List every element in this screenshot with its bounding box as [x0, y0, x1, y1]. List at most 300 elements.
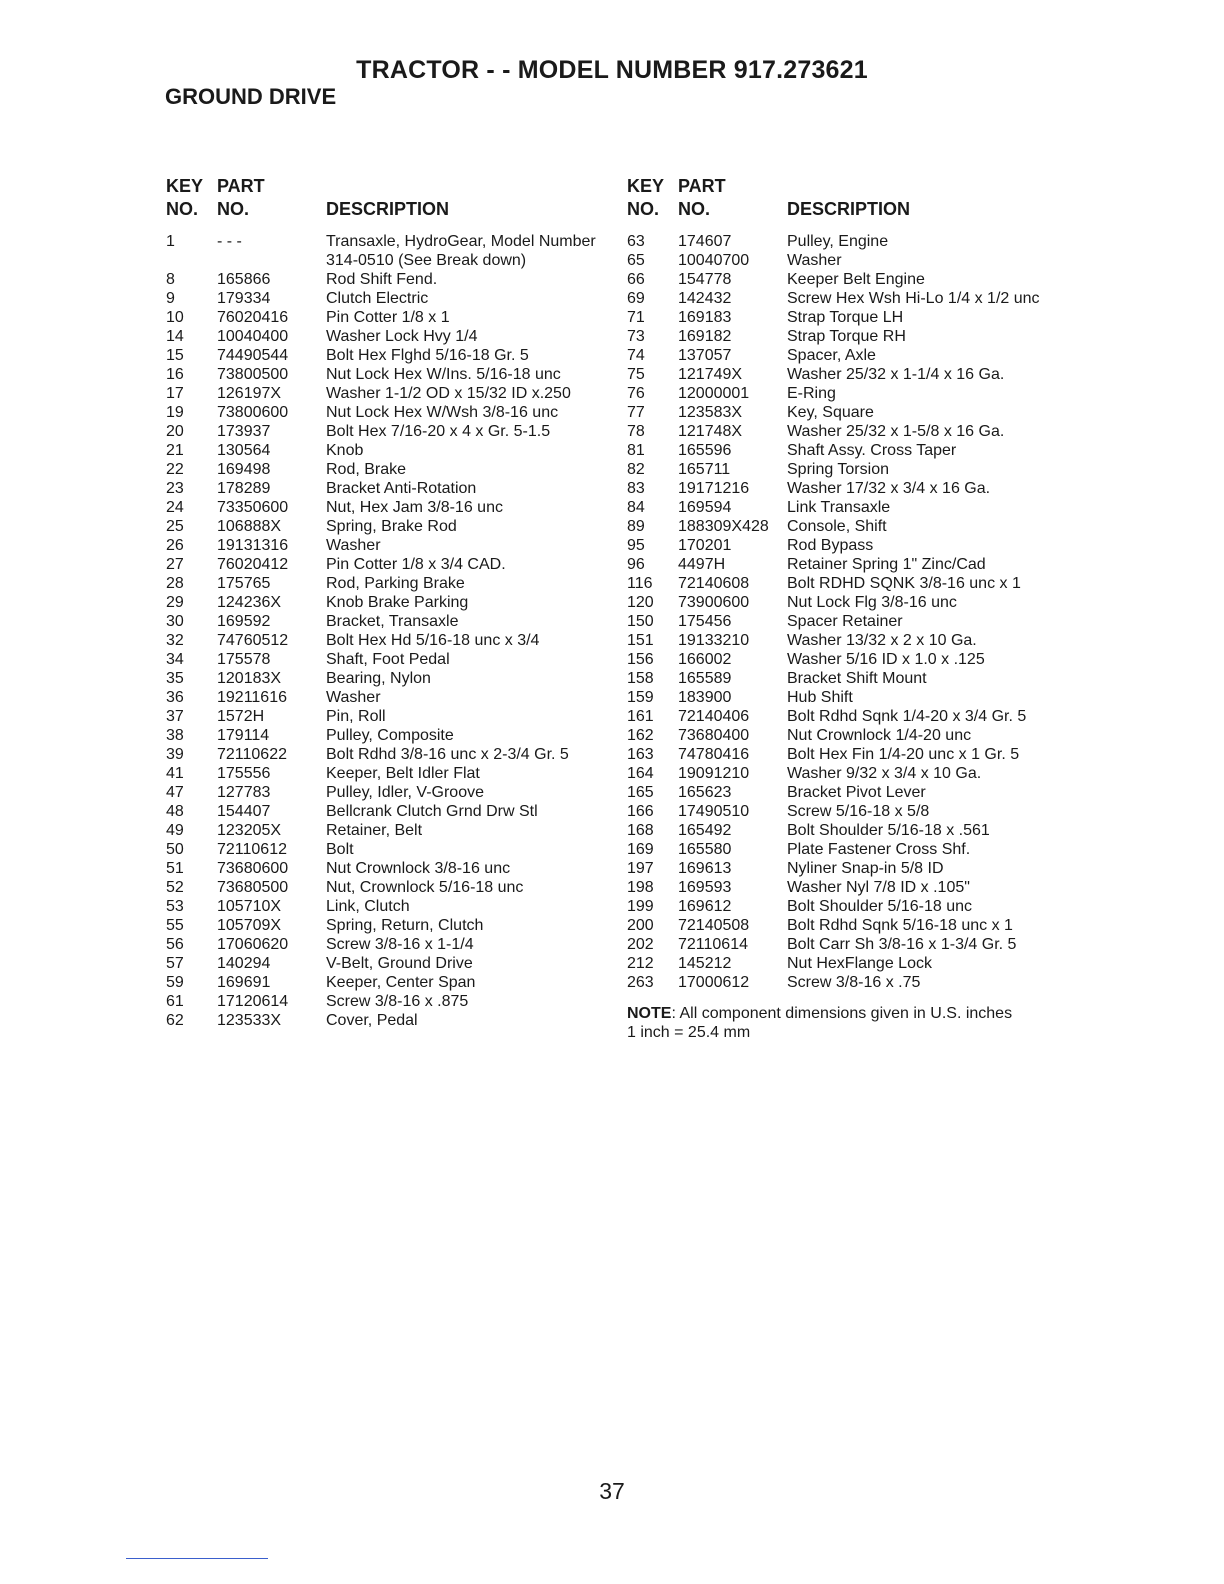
key-number: 36	[166, 689, 184, 706]
key-number: 49	[166, 822, 184, 839]
part-description: Bolt Shoulder 5/16-18 unc	[787, 898, 973, 915]
key-number: 27	[166, 556, 184, 573]
part-number: 137057	[678, 347, 732, 364]
key-number: 73	[627, 328, 645, 345]
table-row	[166, 745, 606, 764]
part-number: 72140608	[678, 575, 750, 592]
part-description: Key, Square	[787, 404, 874, 421]
key-number: 35	[166, 670, 184, 687]
part-description: Washer 25/32 x 1-5/8 x 16 Ga.	[787, 423, 1005, 440]
part-number: 145212	[678, 955, 732, 972]
part-description: Strap Torque RH	[787, 328, 906, 345]
key-number: 28	[166, 575, 184, 592]
header-part: PART	[678, 176, 726, 196]
key-number: 65	[627, 252, 645, 269]
part-description: Plate Fastener Cross Shf.	[787, 841, 971, 858]
part-description: Shaft Assy. Cross Taper	[787, 442, 957, 459]
parts-table-left	[166, 176, 606, 1030]
part-number: 73800600	[217, 404, 289, 421]
table-row	[627, 422, 1077, 441]
key-number: 150	[627, 613, 654, 630]
table-row	[166, 460, 606, 479]
part-description: Bolt Rdhd 3/8-16 unc x 2-3/4 Gr. 5	[326, 746, 569, 763]
part-number: 140294	[217, 955, 271, 972]
part-description: E-Ring	[787, 385, 836, 402]
key-number: 161	[627, 708, 654, 725]
table-row	[166, 289, 606, 308]
key-number: 29	[166, 594, 184, 611]
part-number: 105709X	[217, 917, 282, 934]
key-number: 61	[166, 993, 184, 1010]
part-description: Screw Hex Wsh Hi-Lo 1/4 x 1/2 unc	[787, 290, 1040, 307]
table-row	[166, 821, 606, 840]
part-number: 121749X	[678, 366, 743, 383]
table-row	[627, 555, 1077, 574]
part-description: Washer 13/32 x 2 x 10 Ga.	[787, 632, 977, 649]
part-description: Nut Lock Flg 3/8-16 unc	[787, 594, 957, 611]
part-number: 165580	[678, 841, 732, 858]
part-number: - - -	[217, 233, 242, 250]
key-number: 69	[627, 290, 645, 307]
table-row	[166, 384, 606, 403]
part-description: Spring, Return, Clutch	[326, 917, 484, 934]
header-description: DESCRIPTION	[326, 199, 450, 219]
table-row	[627, 308, 1077, 327]
part-description: Nyliner Snap-in 5/8 ID	[787, 860, 944, 877]
key-number: 156	[627, 651, 654, 668]
key-number: 95	[627, 537, 645, 554]
parts-table-right	[627, 176, 1077, 1042]
key-number: 162	[627, 727, 654, 744]
part-number: 169498	[217, 461, 271, 478]
table-row	[166, 403, 606, 422]
table-row	[166, 270, 606, 289]
header-part-no: NO.	[678, 199, 711, 219]
part-number: 19211616	[217, 689, 287, 706]
key-number: 48	[166, 803, 184, 820]
key-number: 24	[166, 499, 184, 516]
table-row	[166, 764, 606, 783]
part-description: Washer	[326, 689, 381, 706]
table-row	[627, 840, 1077, 859]
key-number: 166	[627, 803, 654, 820]
part-number: 106888X	[217, 518, 282, 535]
part-number: 123583X	[678, 404, 743, 421]
part-number: 179114	[217, 727, 270, 744]
key-number: 202	[627, 936, 654, 953]
part-number: 169182	[678, 328, 732, 345]
note-conversion: 1 inch = 25.4 mm	[627, 1024, 751, 1041]
table-header	[627, 176, 1077, 226]
part-description: Bolt Carr Sh 3/8-16 x 1-3/4 Gr. 5	[787, 936, 1017, 953]
table-row	[627, 973, 1077, 992]
part-number: 10040700	[678, 252, 750, 269]
part-number: 169613	[678, 860, 732, 877]
part-number: 166002	[678, 651, 732, 668]
table-row	[166, 650, 606, 669]
part-number: 173937	[217, 423, 271, 440]
key-number: 158	[627, 670, 654, 687]
key-number: 66	[627, 271, 645, 288]
part-number: 73350600	[217, 499, 289, 516]
table-row	[166, 688, 606, 707]
key-number: 50	[166, 841, 184, 858]
part-number: 175765	[217, 575, 271, 592]
table-row	[627, 574, 1077, 593]
key-number: 21	[166, 442, 184, 459]
table-row	[166, 555, 606, 574]
part-number: 124236X	[217, 594, 282, 611]
part-number: 169593	[678, 879, 732, 896]
table-row	[166, 498, 606, 517]
part-number: 154407	[217, 803, 271, 820]
table-row	[627, 479, 1077, 498]
part-number: 126197X	[217, 385, 282, 402]
table-row	[627, 517, 1077, 536]
part-description: Nut Crownlock 3/8-16 unc	[326, 860, 511, 877]
table-row	[627, 251, 1077, 270]
part-description: Bolt Hex Flghd 5/16-18 Gr. 5	[326, 347, 529, 364]
part-number: 165492	[678, 822, 732, 839]
part-description: Strap Torque LH	[787, 309, 904, 326]
key-number: 62	[166, 1012, 184, 1029]
part-description: Bolt Shoulder 5/16-18 x .561	[787, 822, 990, 839]
part-description: Pulley, Composite	[326, 727, 454, 744]
key-number: 74	[627, 347, 645, 364]
part-number: 175578	[217, 651, 271, 668]
key-number: 52	[166, 879, 184, 896]
table-row	[166, 536, 606, 555]
part-number: 76020416	[217, 309, 289, 326]
key-number: 16	[166, 366, 184, 383]
part-number: 72140406	[678, 708, 750, 725]
part-number: 169183	[678, 309, 732, 326]
key-number: 81	[627, 442, 645, 459]
table-row	[166, 802, 606, 821]
part-description: Washer 17/32 x 3/4 x 16 Ga.	[787, 480, 991, 497]
part-description: Washer 25/32 x 1-1/4 x 16 Ga.	[787, 366, 1005, 383]
key-number: 37	[166, 708, 184, 725]
part-description: Rod Shift Fend.	[326, 271, 438, 288]
table-row	[627, 346, 1077, 365]
part-description: Link, Clutch	[326, 898, 410, 915]
header-part-no: NO.	[217, 199, 250, 219]
key-number: 200	[627, 917, 654, 934]
page-title: TRACTOR - - MODEL NUMBER 917.273621	[356, 56, 868, 84]
table-row	[166, 517, 606, 536]
part-number: 169592	[217, 613, 271, 630]
key-number: 263	[627, 974, 654, 991]
part-number: 154778	[678, 271, 732, 288]
table-row	[627, 593, 1077, 612]
key-number: 20	[166, 423, 184, 440]
part-description: Nut, Hex Jam 3/8-16 unc	[326, 499, 503, 516]
part-description: Link Transaxle	[787, 499, 891, 516]
header-key-no: NO.	[166, 199, 199, 219]
part-description: Pin Cotter 1/8 x 1	[326, 309, 450, 326]
table-row	[627, 403, 1077, 422]
part-number: 12000001	[678, 385, 750, 402]
table-row	[627, 707, 1077, 726]
part-description: Screw 3/8-16 x .875	[326, 993, 469, 1010]
part-description: Keeper Belt Engine	[787, 271, 925, 288]
part-description: Bolt RDHD SQNK 3/8-16 unc x 1	[787, 575, 1021, 592]
table-row	[166, 593, 606, 612]
table-row	[166, 612, 606, 631]
part-description: V-Belt, Ground Drive	[326, 955, 473, 972]
part-description: Bolt Hex Hd 5/16-18 unc x 3/4	[326, 632, 540, 649]
part-description: Bolt Rdhd Sqnk 5/16-18 unc x 1	[787, 917, 1013, 934]
part-number: 73800500	[217, 366, 289, 383]
table-row	[627, 289, 1077, 308]
key-number: 1	[166, 233, 175, 250]
part-description: Washer 9/32 x 3/4 x 10 Ga.	[787, 765, 982, 782]
key-number: 22	[166, 461, 184, 478]
table-row	[166, 859, 606, 878]
key-number: 84	[627, 499, 645, 516]
table-row	[166, 346, 606, 365]
part-description: Knob Brake Parking	[326, 594, 469, 611]
part-description: Retainer, Belt	[326, 822, 423, 839]
part-description: Keeper, Belt Idler Flat	[326, 765, 480, 782]
key-number: 212	[627, 955, 654, 972]
table-row	[627, 688, 1077, 707]
header-key: KEY	[166, 176, 204, 196]
key-number: 34	[166, 651, 184, 668]
table-row	[166, 954, 606, 973]
dimensions-note	[627, 1004, 1077, 1042]
part-number: 74780416	[678, 746, 750, 763]
key-number: 17	[166, 385, 184, 402]
part-number: 165623	[678, 784, 732, 801]
page-number: 37	[599, 1478, 625, 1504]
key-number: 63	[627, 233, 645, 250]
header-key: KEY	[627, 176, 665, 196]
table-row	[627, 232, 1077, 251]
table-row	[627, 935, 1077, 954]
part-number: 19091210	[678, 765, 750, 782]
table-row	[627, 916, 1077, 935]
part-number: 72110622	[217, 746, 287, 763]
table-row	[627, 726, 1077, 745]
part-description: Washer 1-1/2 OD x 15/32 ID x.250	[326, 385, 571, 402]
part-description: Nut, Crownlock 5/16-18 unc	[326, 879, 524, 896]
part-number: 165866	[217, 271, 271, 288]
part-description: Bellcrank Clutch Grnd Drw Stl	[326, 803, 538, 820]
part-number: 130564	[217, 442, 271, 459]
table-row	[166, 992, 606, 1011]
part-number: 72110612	[217, 841, 287, 858]
key-number: 25	[166, 518, 184, 535]
table-row	[166, 308, 606, 327]
table-row	[627, 631, 1077, 650]
part-description: Nut Lock Hex W/Ins. 5/16-18 unc	[326, 366, 561, 383]
part-number: 165596	[678, 442, 732, 459]
table-header	[166, 176, 606, 226]
key-number: 23	[166, 480, 184, 497]
part-description: Bolt	[326, 841, 354, 858]
part-number: 74760512	[217, 632, 289, 649]
table-row	[627, 536, 1077, 555]
part-number: 76020412	[217, 556, 289, 573]
key-number: 168	[627, 822, 654, 839]
header-part: PART	[217, 176, 265, 196]
part-description: Spring Torsion	[787, 461, 889, 478]
key-number: 14	[166, 328, 184, 345]
key-number: 57	[166, 955, 184, 972]
table-row	[166, 783, 606, 802]
header-key-no: NO.	[627, 199, 660, 219]
part-number: 179334	[217, 290, 271, 307]
table-row	[166, 574, 606, 593]
part-description: Washer Nyl 7/8 ID x .105"	[787, 879, 970, 896]
part-number: 19131316	[217, 537, 289, 554]
part-description: Spacer Retainer	[787, 613, 903, 630]
part-description: Bracket Pivot Lever	[787, 784, 926, 801]
key-number: 53	[166, 898, 184, 915]
part-description: Cover, Pedal	[326, 1012, 418, 1029]
part-description: Bolt Hex Fin 1/4-20 unc x 1 Gr. 5	[787, 746, 1020, 763]
key-number: 151	[627, 632, 654, 649]
table-row	[627, 821, 1077, 840]
table-row	[627, 650, 1077, 669]
key-number: 159	[627, 689, 654, 706]
table-row	[166, 916, 606, 935]
table-row	[166, 726, 606, 745]
table-row	[166, 707, 606, 726]
part-description: Transaxle, HydroGear, Model Number 314-0510 (See Break down)	[326, 233, 596, 269]
key-number: 198	[627, 879, 654, 896]
key-number: 32	[166, 632, 184, 649]
key-number: 30	[166, 613, 184, 630]
part-description: Nut Crownlock 1/4-20 unc	[787, 727, 972, 744]
part-number: 169691	[217, 974, 271, 991]
key-number: 77	[627, 404, 645, 421]
part-number: 120183X	[217, 670, 282, 687]
part-description: Washer	[326, 537, 381, 554]
part-number: 73680600	[217, 860, 289, 877]
key-number: 89	[627, 518, 645, 535]
key-number: 165	[627, 784, 654, 801]
key-number: 15	[166, 347, 184, 364]
part-description: Pin Cotter 1/8 x 3/4 CAD.	[326, 556, 506, 573]
part-number: 169594	[678, 499, 732, 516]
key-number: 83	[627, 480, 645, 497]
note-text: : All component dimensions given in U.S. inches	[671, 1005, 1013, 1022]
table-row	[627, 897, 1077, 916]
part-description: Nut HexFlange Lock	[787, 955, 932, 972]
part-number: 170201	[678, 537, 732, 554]
part-number: 123205X	[217, 822, 282, 839]
key-number: 47	[166, 784, 184, 801]
table-row	[166, 1011, 606, 1030]
part-number: 74490544	[217, 347, 289, 364]
part-description: Screw 3/8-16 x 1-1/4	[326, 936, 474, 953]
part-number: 188309X428	[678, 518, 769, 535]
part-description: Pulley, Engine	[787, 233, 889, 250]
parts-list-right	[627, 232, 1077, 992]
table-row	[627, 460, 1077, 479]
key-number: 8	[166, 271, 175, 288]
key-number: 96	[627, 556, 645, 573]
part-number: 17060620	[217, 936, 289, 953]
part-description: Spacer, Axle	[787, 347, 876, 364]
part-number: 1572H	[217, 708, 265, 725]
part-number: 72140508	[678, 917, 750, 934]
part-description: Washer	[787, 252, 842, 269]
table-row	[627, 441, 1077, 460]
part-description: Bracket Shift Mount	[787, 670, 927, 687]
key-number: 38	[166, 727, 184, 744]
key-number: 71	[627, 309, 645, 326]
part-description: Rod, Brake	[326, 461, 407, 478]
key-number: 116	[627, 575, 653, 592]
part-number: 183900	[678, 689, 732, 706]
table-row	[627, 384, 1077, 403]
key-number: 197	[627, 860, 654, 877]
key-number: 76	[627, 385, 645, 402]
part-description: Console, Shift	[787, 518, 887, 535]
table-row	[166, 878, 606, 897]
part-description: Keeper, Center Span	[326, 974, 476, 991]
part-description: Knob	[326, 442, 364, 459]
key-number: 82	[627, 461, 645, 478]
key-number: 120	[627, 594, 654, 611]
part-number: 174607	[678, 233, 732, 250]
part-number: 19133210	[678, 632, 750, 649]
table-row	[627, 745, 1077, 764]
key-number: 26	[166, 537, 184, 554]
part-description: Shaft, Foot Pedal	[326, 651, 450, 668]
table-row	[166, 840, 606, 859]
table-row	[627, 327, 1077, 346]
part-number: 73900600	[678, 594, 750, 611]
key-number: 163	[627, 746, 654, 763]
part-number: 17490510	[678, 803, 750, 820]
table-row	[627, 270, 1077, 289]
parts-list-left	[166, 232, 606, 1030]
part-description: Clutch Electric	[326, 290, 429, 307]
header-description: DESCRIPTION	[787, 199, 911, 219]
key-number: 59	[166, 974, 184, 991]
part-description: Washer 5/16 ID x 1.0 x .125	[787, 651, 985, 668]
part-description: Screw 5/16-18 x 5/8	[787, 803, 930, 820]
table-row	[627, 764, 1077, 783]
part-number: 10040400	[217, 328, 289, 345]
part-number: 127783	[217, 784, 271, 801]
key-number: 39	[166, 746, 184, 763]
footer-rule	[126, 1558, 268, 1559]
part-description: Bearing, Nylon	[326, 670, 431, 687]
part-number: 17120614	[217, 993, 289, 1010]
part-number: 72110614	[678, 936, 748, 953]
part-description: Bolt Rdhd Sqnk 1/4-20 x 3/4 Gr. 5	[787, 708, 1027, 725]
part-description: Retainer Spring 1" Zinc/Cad	[787, 556, 986, 573]
table-row	[627, 878, 1077, 897]
part-number: 73680400	[678, 727, 750, 744]
part-description: Bracket Anti-Rotation	[326, 480, 477, 497]
part-description: Bracket, Transaxle	[326, 613, 459, 630]
table-row	[627, 859, 1077, 878]
part-number: 175556	[217, 765, 271, 782]
part-number: 19171216	[678, 480, 750, 497]
key-number: 78	[627, 423, 645, 440]
part-number: 17000612	[678, 974, 750, 991]
part-description: Pin, Roll	[326, 708, 386, 725]
table-row	[627, 498, 1077, 517]
table-row	[166, 232, 606, 270]
table-row	[166, 441, 606, 460]
